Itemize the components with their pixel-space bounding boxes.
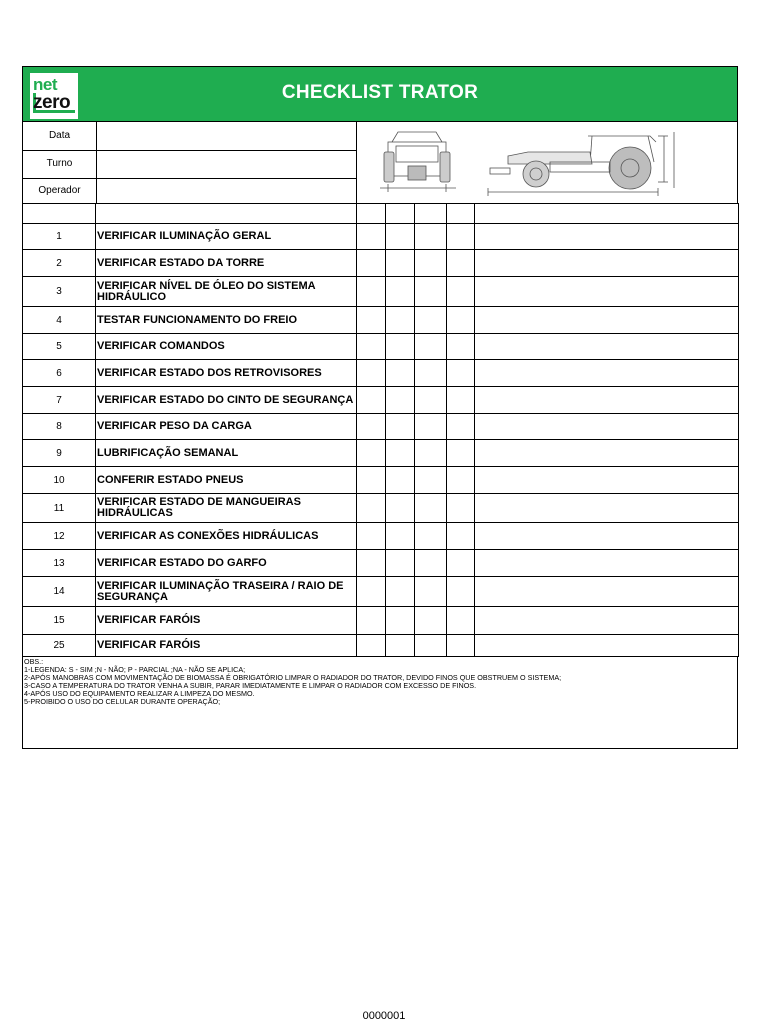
mark-cell-p[interactable] — [415, 307, 447, 334]
tractor-drawing — [358, 122, 737, 204]
mark-cell-na[interactable] — [447, 224, 475, 250]
checklist-row — [23, 550, 739, 577]
mark-cell-s[interactable] — [357, 607, 386, 635]
header-cell — [475, 204, 739, 224]
info-row-data — [23, 122, 357, 151]
observation-cell[interactable] — [475, 360, 739, 387]
item-number: 10 — [23, 467, 96, 494]
checklist-row — [23, 523, 739, 550]
mark-cell-p[interactable] — [415, 387, 447, 414]
mark-cell-s[interactable] — [357, 360, 386, 387]
mark-cell-p[interactable] — [415, 523, 447, 550]
header-cell — [23, 204, 96, 224]
mark-cell-n[interactable] — [386, 334, 415, 360]
mark-cell-n[interactable] — [386, 250, 415, 277]
header-cell — [357, 204, 386, 224]
item-description: VERIFICAR PESO DA CARGA — [96, 414, 357, 440]
observation-cell[interactable] — [475, 334, 739, 360]
observation-cell[interactable] — [475, 467, 739, 494]
mark-cell-p[interactable] — [415, 334, 447, 360]
info-label-data: Data — [23, 122, 97, 150]
info-row-operador — [23, 178, 357, 203]
item-number: 13 — [23, 550, 96, 577]
mark-cell-p[interactable] — [415, 277, 447, 307]
document-number: 0000001 — [362, 1010, 406, 1022]
observation-cell[interactable] — [475, 250, 739, 277]
item-number: 3 — [23, 277, 96, 307]
observation-cell[interactable] — [475, 635, 739, 657]
mark-cell-na[interactable] — [447, 494, 475, 523]
item-number: 11 — [23, 494, 96, 523]
checklist-row — [23, 577, 739, 607]
info-section — [22, 122, 738, 203]
mark-cell-n[interactable] — [386, 307, 415, 334]
item-number: 8 — [23, 414, 96, 440]
mark-cell-s[interactable] — [357, 550, 386, 577]
info-field-turno[interactable] — [97, 150, 357, 178]
mark-cell-n[interactable] — [386, 360, 415, 387]
obs-line: 3-CASO A TEMPERATURA DO TRATOR VENHA A SUBIR, PARAR IMEDIATAMENTE E LIMPAR O RADIADOR COM EXCESSO DE FINOS. — [24, 681, 477, 690]
checklist-row — [23, 607, 739, 635]
mark-cell-na[interactable] — [447, 387, 475, 414]
item-number: 1 — [23, 224, 96, 250]
mark-cell-p[interactable] — [415, 577, 447, 607]
header-cell — [447, 204, 475, 224]
mark-cell-p[interactable] — [415, 635, 447, 657]
mark-cell-na[interactable] — [447, 577, 475, 607]
info-label-operador: Operador — [23, 178, 97, 203]
mark-cell-na[interactable] — [447, 277, 475, 307]
mark-cell-na[interactable] — [447, 307, 475, 334]
checklist-row — [23, 224, 739, 250]
item-description: VERIFICAR ILUMINAÇÃO TRASEIRA / RAIO DE SEGURANÇA — [96, 577, 357, 607]
item-description: VERIFICAR COMANDOS — [96, 334, 357, 360]
item-description: VERIFICAR ESTADO DOS RETROVISORES — [96, 360, 357, 387]
item-description: VERIFICAR ESTADO DO CINTO DE SEGURANÇA — [96, 387, 357, 414]
mark-cell-s[interactable] — [357, 334, 386, 360]
item-number: 15 — [23, 607, 96, 635]
checklist-row — [23, 307, 739, 334]
mark-cell-s[interactable] — [357, 250, 386, 277]
checklist-row — [23, 360, 739, 387]
checklist-row — [23, 334, 739, 360]
checklist-row — [23, 467, 739, 494]
item-description: VERIFICAR ESTADO DA TORRE — [96, 250, 357, 277]
checklist-sheet — [22, 66, 738, 749]
mark-cell-n[interactable] — [386, 277, 415, 307]
mark-cell-na[interactable] — [447, 360, 475, 387]
mark-cell-s[interactable] — [357, 523, 386, 550]
item-number: 6 — [23, 360, 96, 387]
obs-line: 1-LEGENDA: S - SIM ;N - NÃO; P - PARCIAL ;NA - NÃO SE APLICA; — [24, 665, 246, 674]
mark-cell-na[interactable] — [447, 607, 475, 635]
mark-cell-p[interactable] — [415, 440, 447, 467]
mark-cell-p[interactable] — [415, 414, 447, 440]
item-description: VERIFICAR NÍVEL DE ÓLEO DO SISTEMA HIDRÁULICO — [96, 277, 357, 307]
item-number: 2 — [23, 250, 96, 277]
item-description: TESTAR FUNCIONAMENTO DO FREIO — [96, 307, 357, 334]
observation-cell[interactable] — [475, 577, 739, 607]
item-number: 4 — [23, 307, 96, 334]
mark-cell-s[interactable] — [357, 414, 386, 440]
checklist-row — [23, 440, 739, 467]
checklist-table — [22, 203, 739, 657]
mark-cell-p[interactable] — [415, 607, 447, 635]
info-row-turno — [23, 150, 357, 179]
item-description: LUBRIFICAÇÃO SEMANAL — [96, 440, 357, 467]
item-description: VERIFICAR FARÓIS — [96, 635, 357, 657]
mark-cell-s[interactable] — [357, 494, 386, 523]
mark-cell-p[interactable] — [415, 224, 447, 250]
mark-cell-s[interactable] — [357, 635, 386, 657]
mark-cell-s[interactable] — [357, 224, 386, 250]
observations — [22, 657, 738, 749]
item-description: VERIFICAR FARÓIS — [96, 607, 357, 635]
item-description: VERIFICAR ESTADO DE MANGUEIRAS HIDRÁULICAS — [96, 494, 357, 523]
item-number: 25 — [23, 635, 96, 657]
mark-cell-p[interactable] — [415, 550, 447, 577]
mark-cell-s[interactable] — [357, 307, 386, 334]
checklist-row — [23, 250, 739, 277]
info-field-data[interactable] — [97, 122, 357, 150]
mark-cell-s[interactable] — [357, 277, 386, 307]
mark-cell-n[interactable] — [386, 523, 415, 550]
mark-cell-na[interactable] — [447, 523, 475, 550]
mark-cell-n[interactable] — [386, 387, 415, 414]
header-cell — [386, 204, 415, 224]
item-number: 7 — [23, 387, 96, 414]
item-description: VERIFICAR AS CONEXÕES HIDRÁULICAS — [96, 523, 357, 550]
header-cell — [415, 204, 447, 224]
obs-title: OBS.: — [24, 657, 44, 666]
mark-cell-s[interactable] — [357, 577, 386, 607]
mark-cell-n[interactable] — [386, 607, 415, 635]
info-label-turno: Turno — [23, 150, 97, 178]
item-number: 9 — [23, 440, 96, 467]
checklist-row — [23, 277, 739, 307]
checklist-row — [23, 414, 739, 440]
header-bar — [22, 66, 738, 122]
mark-cell-n[interactable] — [386, 440, 415, 467]
item-number: 12 — [23, 523, 96, 550]
observation-cell[interactable] — [475, 224, 739, 250]
mark-cell-na[interactable] — [447, 635, 475, 657]
item-description: CONFERIR ESTADO PNEUS — [96, 467, 357, 494]
mark-cell-p[interactable] — [415, 494, 447, 523]
info-field-operador[interactable] — [97, 178, 357, 203]
mark-cell-na[interactable] — [447, 440, 475, 467]
item-number: 5 — [23, 334, 96, 360]
mark-cell-na[interactable] — [447, 550, 475, 577]
observation-cell[interactable] — [475, 494, 739, 523]
observation-cell[interactable] — [475, 550, 739, 577]
checklist-row — [23, 387, 739, 414]
mark-cell-s[interactable] — [357, 387, 386, 414]
observation-cell[interactable] — [475, 440, 739, 467]
item-description: VERIFICAR ILUMINAÇÃO GERAL — [96, 224, 357, 250]
tractor-diagram-icon — [358, 122, 738, 202]
observation-cell[interactable] — [475, 277, 739, 307]
logo-text-zero: zero — [33, 92, 71, 113]
page-title: CHECKLIST TRATOR — [281, 82, 479, 103]
observation-cell[interactable] — [475, 414, 739, 440]
mark-cell-n[interactable] — [386, 414, 415, 440]
mark-cell-p[interactable] — [415, 250, 447, 277]
observation-cell[interactable] — [475, 307, 739, 334]
obs-line: 5-PROIBIDO O USO DO CELULAR DURANTE OPERAÇÃO; — [24, 697, 221, 706]
mark-cell-n[interactable] — [386, 494, 415, 523]
item-description: VERIFICAR ESTADO DO GARFO — [96, 550, 357, 577]
header-cell — [96, 204, 357, 224]
mark-cell-na[interactable] — [447, 250, 475, 277]
item-number: 14 — [23, 577, 96, 607]
table-header-row — [23, 204, 739, 224]
mark-cell-n[interactable] — [386, 467, 415, 494]
observation-cell[interactable] — [475, 387, 739, 414]
mark-cell-n[interactable] — [386, 550, 415, 577]
mark-cell-na[interactable] — [447, 467, 475, 494]
checklist-row — [23, 635, 739, 657]
observation-cell[interactable] — [475, 523, 739, 550]
mark-cell-n[interactable] — [386, 635, 415, 657]
mark-cell-p[interactable] — [415, 467, 447, 494]
checklist-row — [23, 494, 739, 523]
obs-line: 2-APÓS MANOBRAS COM MOVIMENTAÇÃO DE BIOMASSA É OBRIGATÓRIO LIMPAR O RADIADOR DO TRATOR, DEVIDO FINOS QUE OBSTRUEM O SISTEMA; — [24, 673, 562, 682]
mark-cell-s[interactable] — [357, 440, 386, 467]
mark-cell-n[interactable] — [386, 224, 415, 250]
mark-cell-na[interactable] — [447, 414, 475, 440]
logo-text-net: net — [33, 75, 57, 94]
mark-cell-na[interactable] — [447, 334, 475, 360]
observation-cell[interactable] — [475, 607, 739, 635]
obs-line: 4-APÓS USO DO EQUIPAMENTO REALIZAR A LIMPEZA DO MESMO. — [24, 689, 255, 698]
mark-cell-n[interactable] — [386, 577, 415, 607]
mark-cell-s[interactable] — [357, 467, 386, 494]
mark-cell-p[interactable] — [415, 360, 447, 387]
